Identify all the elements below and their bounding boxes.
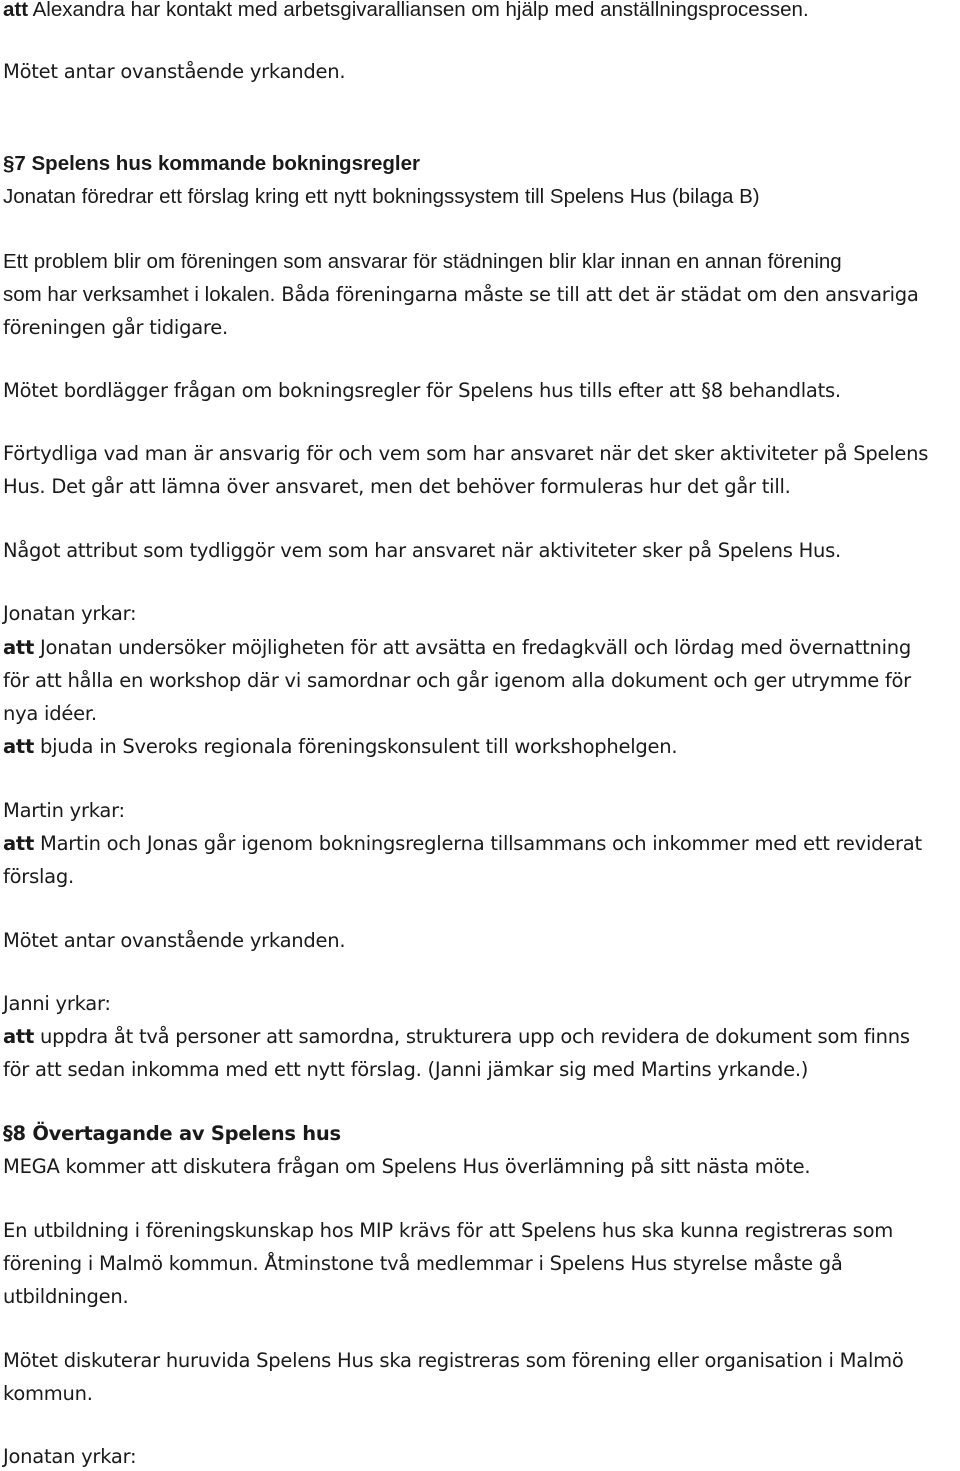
section-heading: §8 Övertagande av Spelens hus: [3, 1122, 341, 1145]
paragraph-line: Något attribut som tydliggör vem som har ansvaret när aktiviteter sker på Spelens Hus.: [3, 539, 842, 562]
paragraph-line: förslag.: [3, 865, 74, 888]
line-text: Båda föreningarna måste se till att det är städat om den ansvariga: [275, 283, 919, 306]
att-keyword: att: [3, 636, 35, 659]
paragraph-line: Jonatan föredrar ett förslag kring ett nytt bokningssystem till Spelens Hus (bilaga B): [3, 185, 760, 208]
line-text: uppdra åt två personer att samordna, strukturera upp och revidera de dokument som finns: [34, 1025, 910, 1048]
motion-author: Martin yrkar:: [3, 799, 125, 822]
paragraph-line: [3, 0, 809, 24]
paragraph-line: Ett problem blir om föreningen som ansvarar för städningen blir klar innan en annan förening: [3, 250, 842, 273]
att-keyword: att: [3, 1025, 35, 1048]
paragraph-line: för att sedan inkomma med ett nytt förslag. (Janni jämkar sig med Martins yrkande.): [3, 1058, 809, 1081]
paragraph-line: utbildningen.: [3, 1285, 129, 1308]
paragraph-line: [3, 634, 911, 662]
att-keyword: att: [3, 832, 35, 855]
paragraph-line: kommun.: [3, 1382, 93, 1405]
paragraph-line: [3, 1023, 910, 1051]
att-keyword: att: [3, 0, 29, 21]
section-heading: §7 Spelens hus kommande bokningsregler: [3, 152, 420, 175]
motion-author: Jonatan yrkar:: [3, 1445, 137, 1468]
paragraph-line: förening i Malmö kommun. Åtminstone två medlemmar i Spelens Hus styrelse måste gå: [3, 1252, 843, 1275]
motion-author: Jonatan yrkar:: [3, 602, 137, 625]
paragraph-line: MEGA kommer att diskutera frågan om Spelens Hus överlämning på sitt nästa möte.: [3, 1155, 811, 1178]
paragraph-line: Hus. Det går att lämna över ansvaret, men det behöver formuleras hur det går till.: [3, 475, 791, 498]
line-text: som har verksamhet i lokalen.: [3, 283, 276, 306]
line-text: Jonatan undersöker möjligheten för att avsätta en fredagkväll och lördag med övernattning: [34, 636, 911, 659]
paragraph-line: Förtydliga vad man är ansvarig för och vem som har ansvaret när det sker aktiviteter på Spelens: [3, 442, 929, 465]
line-text: Martin och Jonas går igenom bokningsreglerna tillsammans och inkommer med ett reviderat: [34, 832, 922, 855]
line-text: bjuda in Sveroks regionala föreningskonsulent till workshophelgen.: [34, 735, 678, 758]
paragraph-line: [3, 281, 919, 309]
paragraph-line: föreningen går tidigare.: [3, 316, 228, 339]
line-text: Alexandra har kontakt med arbetsgivaralliansen om hjälp med anställningsprocessen.: [28, 0, 809, 21]
paragraph-line: för att hålla en workshop där vi samordnar och går igenom alla dokument och ger utrymme för: [3, 669, 911, 692]
paragraph-line: nya idéer.: [3, 702, 97, 725]
paragraph-line: [3, 830, 922, 858]
att-keyword: att: [3, 735, 35, 758]
paragraph-line: Mötet antar ovanstående yrkanden.: [3, 60, 346, 83]
paragraph-line: [3, 733, 677, 761]
paragraph-line: Mötet antar ovanstående yrkanden.: [3, 929, 346, 952]
paragraph-line: Mötet diskuterar huruvida Spelens Hus ska registreras som förening eller organisation i Malmö: [3, 1349, 904, 1372]
motion-author: Janni yrkar:: [3, 992, 111, 1015]
paragraph-line: En utbildning i föreningskunskap hos MIP krävs för att Spelens hus ska kunna registreras som: [3, 1219, 894, 1242]
paragraph-line: Mötet bordlägger frågan om bokningsregler för Spelens hus tills efter att §8 behandlats.: [3, 379, 841, 402]
